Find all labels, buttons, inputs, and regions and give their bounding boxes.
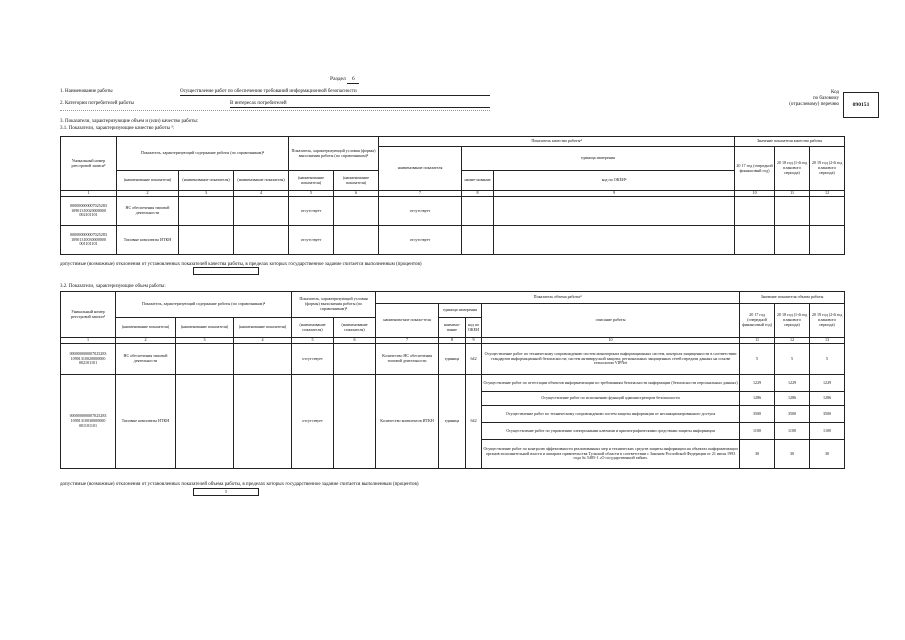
table-row xyxy=(61,344,845,375)
col-number: 8 xyxy=(439,338,466,344)
col-number: 8 xyxy=(462,191,494,197)
h-volume: Показатель объема работы⁴ xyxy=(376,292,740,304)
h-unit-name: наиме-нование xyxy=(462,171,494,191)
unit-name: единица xyxy=(439,344,466,375)
content-value: НС обеспечения типовой деятельности xyxy=(116,344,176,375)
h-unit: единица измерения xyxy=(439,304,482,318)
h-year-3: 20 19 год (2-й год планового периода) xyxy=(810,304,845,338)
indicators-heading: 3. Показатели, характеризующие объем и (или) качество работы: xyxy=(60,119,199,124)
col-number: 7 xyxy=(379,191,462,197)
col-number: 5 xyxy=(289,191,334,197)
indicator-name: Количество комплектов ИТКН xyxy=(376,375,439,469)
work-description: Осуществление работ по техническому сопровождению систем мониторинга информационных систем, контроля защищенности в соответствии стандартов информационной безопасности; систем антивирусной защиты; региональных защищенных сетей передачи данных на основе технологии VIPNet xyxy=(482,344,740,375)
sub-header: (наименование показателя) xyxy=(334,171,379,191)
h-name: наименование показателя xyxy=(379,147,462,191)
col-number: 13 xyxy=(810,338,845,344)
unit-name: единица xyxy=(439,375,466,469)
h-year-1: 20 17 год (очередной финансовый год) xyxy=(735,147,775,191)
col-number: 11 xyxy=(740,338,775,344)
h-content: Показатель, характеризующий содержание работы (по справочникам)⁴ xyxy=(116,292,292,318)
condition-value: отсутствует xyxy=(292,375,334,469)
col-number: 12 xyxy=(775,338,810,344)
registry-code: 000000000007025283 10901310020000000 002101101 xyxy=(61,344,116,375)
value-year-3: 30 xyxy=(810,440,845,469)
value-year-3: 1229 xyxy=(810,375,845,392)
work-description: Осуществление работ по контролю эффективности реализованных мер и технических средств защиты информации на объектах информатизации органов исполнительной власти и аппарата правительства Тульской области в соответствии с Законом Российской Федерации от 21 июля 1993 года № 5485-1 «О государственной тайне» xyxy=(482,440,740,469)
col-number: 7 xyxy=(376,338,439,344)
code-block xyxy=(793,90,839,102)
sub-header: (наименование показателя) xyxy=(334,318,376,338)
work-name-value: Осуществление работ по обеспечению требований информационной безопасности xyxy=(180,89,490,96)
quality-table xyxy=(60,136,845,255)
h-unique: Уникальный номер реестровой записи⁴ xyxy=(61,137,117,191)
col-number: 6 xyxy=(334,191,379,197)
col-number: 11 xyxy=(775,191,810,197)
h-okei: код по ОКЕИ xyxy=(466,318,482,338)
h-conditions: Показатель, характеризующий условия (формы) выполнения работы (по справочникам)⁴ xyxy=(292,292,376,318)
work-description: Осуществление работ по исполнению функций администраторов безопасности xyxy=(482,392,740,406)
col-number: 5 xyxy=(292,338,334,344)
code-label: Код xyxy=(831,90,839,95)
code-line-2: (отраслевому) перечню xyxy=(789,102,839,107)
section-heading xyxy=(330,76,359,84)
h-conditions: Показатель, характеризующий условия (формы) выполнения работы (по справочникам)⁴ xyxy=(289,137,379,171)
h-quality: Показатель качества работы⁴ xyxy=(379,137,735,147)
value-year-2: 1229 xyxy=(775,375,810,392)
h-name: наименова-ние показа-теля xyxy=(376,304,439,338)
value-year-3: 3500 xyxy=(810,406,845,423)
col-number: 4 xyxy=(234,191,289,197)
col-number: 9 xyxy=(494,191,735,197)
sub-header: (наименование показателя) xyxy=(292,318,334,338)
sub-header: (наименование показателя) xyxy=(234,171,289,191)
h-okei: код по ОКЕИ⁴ xyxy=(494,171,735,191)
volume-deviation-field: 5 xyxy=(193,488,259,496)
content-value: Типовые комплекты ИТКН xyxy=(116,375,176,469)
work-description: Осуществление работ по техническому сопровождению систем защиты информации от несанкционированного доступа xyxy=(482,406,740,423)
sub-header: (наименование показателя) xyxy=(117,171,179,191)
value-year-2: 1286 xyxy=(775,392,810,406)
col-number: 1 xyxy=(61,338,116,344)
value-year-1: 5 xyxy=(740,344,775,375)
section-label: Раздел xyxy=(330,76,346,82)
h-unique: Уникальный номер реестровой записи⁴ xyxy=(61,292,116,338)
indicator-value: отсутствует xyxy=(379,197,462,226)
col-number: 6 xyxy=(334,338,376,344)
h-description: описание работы xyxy=(482,304,740,338)
table-row xyxy=(61,375,845,392)
value-year-1: 1100 xyxy=(740,423,775,440)
sub-header: (наименование показателя) xyxy=(176,318,234,338)
h-year-1: 20 17 год (очередной финансовый год) xyxy=(740,304,775,338)
h-year-3: 20 19 год (2-й год планового периода) xyxy=(810,147,845,191)
col-number: 9 xyxy=(466,338,482,344)
dotted-separator xyxy=(60,110,490,111)
sub-header: (наименование показателя) xyxy=(179,171,234,191)
table-row xyxy=(61,197,845,226)
value-year-1: 3500 xyxy=(740,406,775,423)
col-number: 3 xyxy=(179,191,234,197)
col-number: 2 xyxy=(116,338,176,344)
registry-code-box: 090151 xyxy=(843,92,879,118)
code-line-1: по базовому xyxy=(812,95,839,101)
section-number: 6 xyxy=(347,76,359,84)
condition-value: отсутствует xyxy=(289,197,334,226)
value-year-2: 1100 xyxy=(775,423,810,440)
sub-header: (наименование показателя) xyxy=(116,318,176,338)
col-number: 12 xyxy=(810,191,845,197)
indicator-value: отсутствует xyxy=(379,226,462,255)
work-description: Осуществление работ по управлению электронными ключами и криптографическими средствами защиты информации xyxy=(482,423,740,440)
col-number: 1 xyxy=(61,191,117,197)
quality-heading: 3.1. Показатели, характеризующие качество работы ³: xyxy=(60,126,175,131)
h-unit-name: наимено-вание xyxy=(439,318,466,338)
h-values: Значение показателя качества работы xyxy=(735,137,845,147)
content-value: Типовые комплекты ИТКН xyxy=(117,226,179,255)
work-description: Осуществление работ по аттестации объектов информатизации по требованиям безопасности информации (безопасности персональных данных) xyxy=(482,375,740,392)
table-row xyxy=(61,226,845,255)
col-number: 2 xyxy=(117,191,179,197)
value-year-2: 3500 xyxy=(775,406,810,423)
indicator-name: Количество НС обеспечения типовой деятельности xyxy=(376,344,439,375)
value-year-1: 1286 xyxy=(740,392,775,406)
registry-code: 000000000007025283 10901310020000000 002101101 xyxy=(61,197,117,226)
h-values: Значение показателя объема работы xyxy=(740,292,845,304)
quality-deviation-text: допустимые (возможные) отклонения от установленных показателей качества работы, в пределах которых государственное задание считается выполненным (процентов) xyxy=(60,262,422,267)
value-year-1: 30 xyxy=(740,440,775,469)
value-year-2: 5 xyxy=(775,344,810,375)
consumers-label: 2. Категории потребителей работы xyxy=(60,101,134,106)
sub-header: (наименование показателя) xyxy=(234,318,292,338)
condition-value: отсутствует xyxy=(289,226,334,255)
h-year-2: 20 18 год (1-й год планового периода) xyxy=(775,147,810,191)
value-year-3: 1100 xyxy=(810,423,845,440)
col-number: 3 xyxy=(176,338,234,344)
h-unit: единица измерения xyxy=(462,147,735,171)
value-year-3: 1286 xyxy=(810,392,845,406)
col-number: 10 xyxy=(482,338,740,344)
col-number: 10 xyxy=(735,191,775,197)
consumers-value: В интересах потребителей xyxy=(230,101,490,108)
volume-deviation-text: допустимые (возможные) отклонения от установленных показателей объема работы, в пределах которых государственное задание считается выполненным (процентов) xyxy=(60,482,419,487)
okei-code: 642 xyxy=(466,375,482,469)
quality-deviation-field xyxy=(193,267,259,275)
registry-code: 000000000007025283 10901310030000000 001101101 xyxy=(61,375,116,469)
volume-table xyxy=(60,291,845,469)
sub-header: (наименование показателя) xyxy=(289,171,334,191)
col-number: 4 xyxy=(234,338,292,344)
h-content: Показатель, характеризующий содержание работы (по справочникам)⁴ xyxy=(117,137,289,171)
condition-value: отсутствует xyxy=(292,344,334,375)
h-year-2: 20 18 год (1-й год планового периода) xyxy=(775,304,810,338)
value-year-1: 1229 xyxy=(740,375,775,392)
value-year-3: 5 xyxy=(810,344,845,375)
okei-code: 642 xyxy=(466,344,482,375)
value-year-2: 30 xyxy=(775,440,810,469)
registry-code: 000000000007025283 10901310030000000 001101101 xyxy=(61,226,117,255)
work-name-label: 1. Наименование работы xyxy=(60,89,113,94)
volume-heading: 3.2. Показатели, характеризующие объем работы: xyxy=(60,284,166,289)
content-value: НС обеспечения типовой деятельности xyxy=(117,197,179,226)
